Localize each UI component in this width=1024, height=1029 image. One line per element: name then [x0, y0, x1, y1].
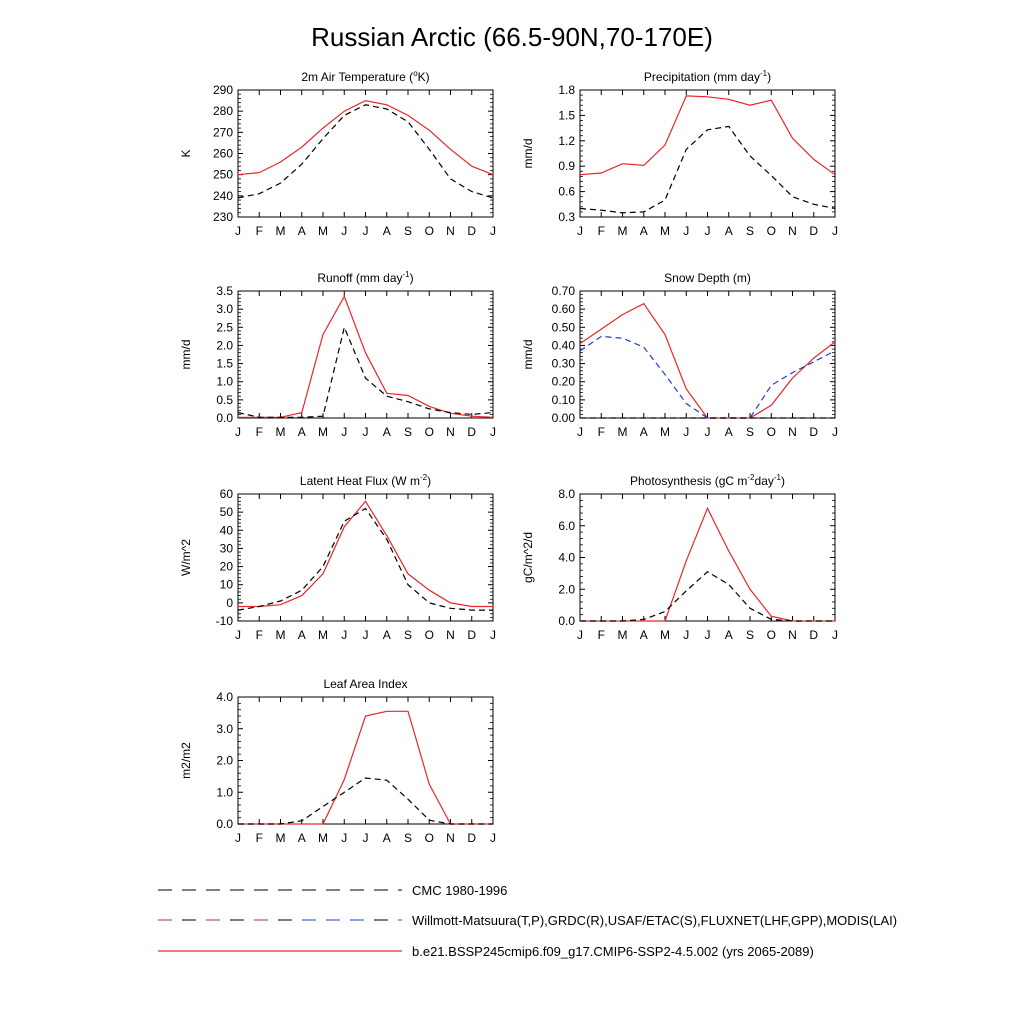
x-tick-label: O — [766, 628, 776, 642]
y-tick-label: 0.00 — [551, 411, 575, 425]
y-tick-label: 0.10 — [551, 392, 575, 407]
y-tick-label: 0.0 — [216, 411, 233, 425]
x-tick-label: D — [809, 224, 819, 238]
series-line-obs — [238, 778, 493, 824]
x-tick-label: N — [788, 425, 797, 439]
series-line-model — [238, 101, 493, 175]
y-tick-label: 0 — [226, 595, 233, 610]
x-tick-label: F — [255, 628, 263, 642]
x-tick-label: F — [255, 831, 263, 845]
x-tick-label: M — [275, 628, 286, 642]
legend-entry-3 — [158, 944, 814, 959]
y-tick-label: 0.6 — [558, 184, 575, 199]
y-tick-label: -10 — [215, 614, 233, 628]
x-tick-label: J — [832, 224, 838, 238]
x-tick-label: D — [467, 628, 477, 642]
x-tick-label: N — [788, 224, 797, 238]
x-tick-label: J — [235, 628, 241, 642]
y-tick-label: 0.0 — [216, 817, 233, 831]
x-tick-label: J — [362, 831, 369, 845]
x-tick-label: J — [341, 224, 348, 238]
y-tick-label: 0.30 — [551, 356, 575, 371]
series-line-model — [580, 508, 835, 621]
series-line-model — [238, 711, 493, 824]
x-tick-label: J — [577, 628, 583, 642]
x-tick-label: O — [424, 425, 434, 439]
series-line-model — [238, 501, 493, 606]
y-tick-label: 3.5 — [216, 284, 233, 298]
series-line-model — [580, 304, 835, 418]
x-tick-label: J — [362, 628, 369, 642]
y-tick-label: 6.0 — [558, 518, 575, 533]
plot-frame — [238, 494, 493, 621]
x-tick-label: A — [639, 628, 648, 642]
x-tick-label: A — [297, 224, 306, 238]
chart-panel-2 — [521, 69, 838, 238]
y-tick-label: 0.40 — [551, 338, 575, 353]
x-tick-label: S — [745, 224, 755, 238]
x-tick-label: M — [318, 831, 328, 845]
x-tick-label: A — [382, 831, 391, 845]
x-tick-label: S — [403, 224, 413, 238]
x-tick-label: A — [639, 224, 648, 238]
x-tick-label: A — [382, 425, 391, 439]
x-tick-label: F — [255, 425, 263, 439]
y-tick-label: 40 — [219, 523, 233, 538]
y-tick-label: 0.3 — [558, 210, 575, 224]
x-tick-label: F — [255, 224, 263, 238]
y-tick-label: 240 — [212, 188, 233, 203]
x-tick-label: F — [597, 628, 605, 642]
x-tick-label: M — [275, 224, 286, 238]
x-tick-label: A — [639, 425, 648, 439]
chart-panel-1 — [179, 69, 496, 238]
y-tick-label: 30 — [219, 541, 233, 556]
x-tick-label: J — [832, 425, 838, 439]
y-tick-label: 250 — [212, 167, 233, 182]
y-axis-label: mm/d — [179, 339, 193, 370]
x-tick-label: S — [745, 628, 755, 642]
chart-panel-6 — [521, 473, 838, 642]
y-tick-label: 0.60 — [551, 302, 575, 317]
legend — [158, 883, 897, 959]
y-tick-label: 1.2 — [558, 133, 575, 148]
x-tick-label: J — [235, 224, 241, 238]
x-tick-label: J — [490, 224, 496, 238]
x-tick-label: J — [341, 425, 348, 439]
y-axis-label: mm/d — [521, 339, 535, 370]
x-tick-label: J — [832, 628, 838, 642]
series-line-model — [238, 296, 493, 417]
x-tick-label: A — [297, 425, 306, 439]
x-tick-label: N — [788, 628, 797, 642]
x-tick-label: J — [362, 425, 369, 439]
chart-title: Photosynthesis (gC $m^{-2}day^{-1}$) — [630, 473, 785, 488]
y-axis-label: m2/m2 — [179, 742, 193, 779]
x-tick-label: F — [597, 224, 605, 238]
x-tick-label: J — [341, 628, 348, 642]
x-tick-label: J — [362, 224, 369, 238]
x-tick-label: A — [297, 628, 306, 642]
y-tick-label: 3.0 — [216, 721, 233, 736]
x-tick-label: N — [446, 831, 455, 845]
x-tick-label: O — [424, 224, 434, 238]
y-tick-label: 2.5 — [216, 320, 233, 335]
x-tick-label: D — [467, 224, 477, 238]
y-tick-label: 1.0 — [216, 785, 233, 800]
x-tick-label: J — [683, 425, 690, 439]
x-tick-label: A — [382, 224, 391, 238]
x-tick-label: M — [318, 628, 328, 642]
x-tick-label: O — [766, 425, 776, 439]
y-tick-label: 2.0 — [216, 753, 233, 768]
x-tick-label: M — [617, 224, 628, 238]
legend-label: b.e21.BSSP245cmip6.f09_g17.CMIP6-SSP2-4.5.002 (yrs 2065-2089) — [412, 944, 814, 959]
panels — [179, 69, 838, 845]
x-tick-label: J — [704, 224, 711, 238]
x-tick-label: M — [275, 425, 286, 439]
y-tick-label: 8.0 — [558, 487, 575, 501]
y-tick-label: 260 — [212, 146, 233, 161]
y-tick-label: 4.0 — [216, 690, 233, 704]
y-tick-label: 60 — [219, 487, 233, 501]
x-tick-label: M — [318, 224, 328, 238]
chart-title: Runoff (mm day$^{-1}$) — [317, 270, 414, 285]
y-tick-label: 0.9 — [558, 159, 575, 174]
x-tick-label: M — [318, 425, 328, 439]
plot-frame — [580, 494, 835, 621]
x-tick-label: J — [704, 628, 711, 642]
x-tick-label: J — [577, 425, 583, 439]
x-tick-label: M — [275, 831, 286, 845]
x-tick-label: F — [597, 425, 605, 439]
legend-label: CMC 1980-1996 — [412, 883, 508, 898]
plot-frame — [580, 291, 835, 418]
x-tick-label: D — [809, 628, 819, 642]
y-axis-label: W/m^2 — [179, 539, 193, 576]
x-tick-label: J — [683, 628, 690, 642]
y-tick-label: 0.5 — [216, 392, 233, 407]
x-tick-label: S — [403, 831, 413, 845]
x-tick-label: D — [467, 425, 477, 439]
y-tick-label: 2.0 — [558, 582, 575, 597]
x-tick-label: J — [704, 425, 711, 439]
y-tick-label: 4.0 — [558, 550, 575, 565]
chart-panel-4 — [521, 271, 838, 439]
y-tick-label: 0.50 — [551, 320, 575, 335]
plot-frame — [238, 291, 493, 418]
y-axis-label: gC/m^2/d — [521, 532, 535, 583]
x-tick-label: S — [403, 628, 413, 642]
x-tick-label: M — [660, 628, 670, 642]
y-tick-label: 0.20 — [551, 374, 575, 389]
x-tick-label: M — [660, 425, 670, 439]
x-tick-label: J — [577, 224, 583, 238]
chart-panel-3 — [179, 270, 496, 439]
series-line-obs — [238, 327, 493, 417]
x-tick-label: A — [724, 224, 733, 238]
y-tick-label: 0.70 — [551, 284, 575, 298]
chart-title: Latent Heat Flux (W $m^{-2}$) — [299, 473, 432, 488]
x-tick-label: J — [683, 224, 690, 238]
x-tick-label: A — [382, 628, 391, 642]
y-tick-label: 1.5 — [216, 356, 233, 371]
y-axis-label: K — [179, 149, 193, 158]
y-axis-label: mm/d — [521, 138, 535, 169]
x-tick-label: J — [490, 425, 496, 439]
y-tick-label: 50 — [219, 505, 233, 520]
x-tick-label: A — [297, 831, 306, 845]
x-tick-label: O — [766, 224, 776, 238]
y-tick-label: 2.0 — [216, 338, 233, 353]
y-tick-label: 1.0 — [216, 374, 233, 389]
y-tick-label: 290 — [212, 83, 233, 97]
x-tick-label: A — [724, 628, 733, 642]
series-line-obs_blue — [580, 336, 835, 418]
x-tick-label: J — [490, 628, 496, 642]
x-tick-label: S — [745, 425, 755, 439]
chart-title: 2m Air Temperature ($^o$K) — [301, 69, 430, 84]
x-tick-label: D — [467, 831, 477, 845]
y-tick-label: 1.5 — [558, 108, 575, 123]
y-tick-label: 3.0 — [216, 302, 233, 317]
legend-label: Willmott-Matsuura(T,P),GRDC(R),USAF/ETAC(S),FLUXNET(LHF,GPP),MODIS(LAI) — [412, 913, 898, 928]
figure-title: Russian Arctic (66.5-90N,70-170E) — [311, 22, 713, 52]
x-tick-label: J — [490, 831, 496, 845]
chart-title: Leaf Area Index — [323, 677, 408, 691]
chart-title: Snow Depth (m) — [664, 271, 751, 285]
chart-panel-5 — [179, 473, 496, 642]
y-tick-label: 230 — [212, 210, 233, 224]
series-line-model — [580, 96, 835, 175]
series-line-obs — [580, 572, 835, 621]
x-tick-label: N — [446, 425, 455, 439]
legend-entry-1 — [158, 883, 507, 898]
y-tick-label: 0.0 — [558, 614, 575, 628]
x-tick-label: J — [341, 831, 348, 845]
x-tick-label: M — [617, 425, 628, 439]
x-tick-label: S — [403, 425, 413, 439]
chart-title: Precipitation (mm day$^{-1}$) — [643, 69, 772, 84]
x-tick-label: J — [235, 425, 241, 439]
plot-frame — [238, 90, 493, 217]
legend-entry-2 — [158, 913, 897, 928]
x-tick-label: N — [446, 628, 455, 642]
x-tick-label: M — [660, 224, 670, 238]
x-tick-label: O — [424, 628, 434, 642]
x-tick-label: M — [617, 628, 628, 642]
x-tick-label: J — [235, 831, 241, 845]
chart-panel-7 — [179, 677, 496, 845]
series-line-obs — [238, 509, 493, 611]
x-tick-label: D — [809, 425, 819, 439]
series-line-obs — [580, 126, 835, 212]
y-tick-label: 10 — [219, 577, 233, 592]
x-tick-label: O — [424, 831, 434, 845]
y-tick-label: 20 — [219, 559, 233, 574]
series-line-obs — [238, 105, 493, 198]
x-tick-label: N — [446, 224, 455, 238]
y-tick-label: 1.8 — [558, 83, 575, 97]
x-tick-label: A — [724, 425, 733, 439]
y-tick-label: 270 — [212, 125, 233, 140]
y-tick-label: 280 — [212, 104, 233, 119]
